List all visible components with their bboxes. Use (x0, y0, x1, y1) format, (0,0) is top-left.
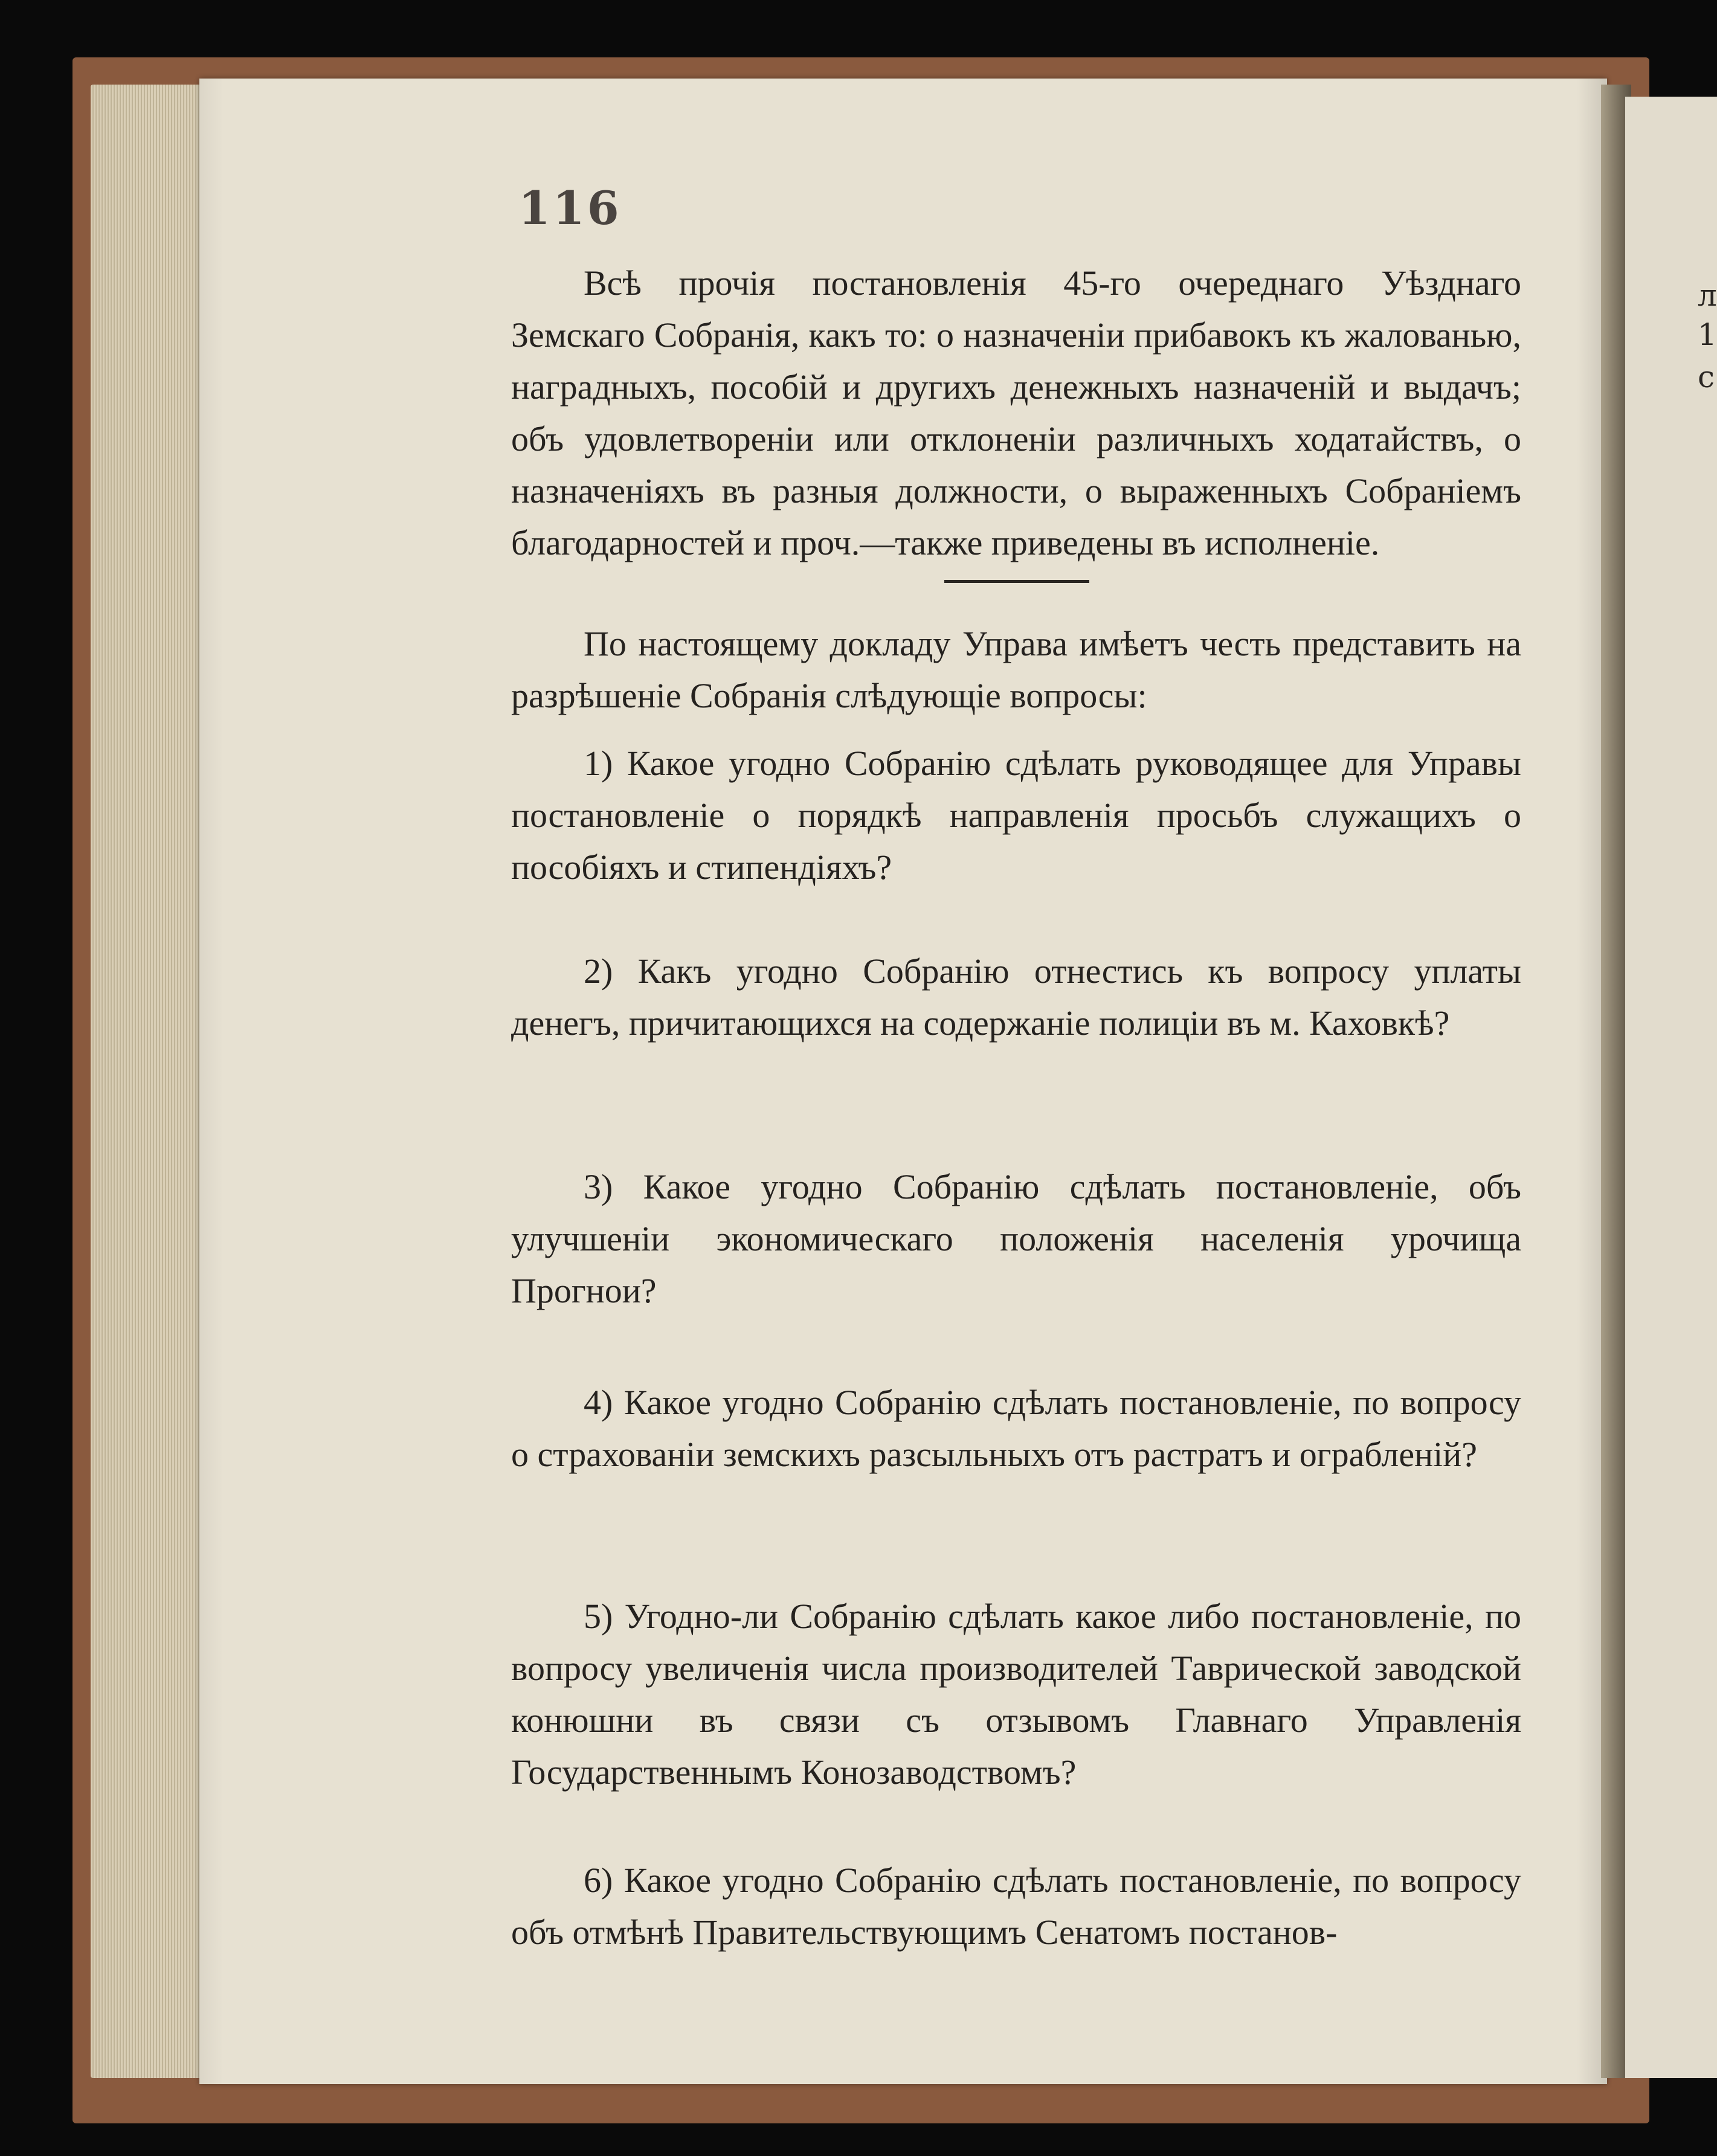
question-4 (511, 1377, 1521, 1481)
page-number: 116 (518, 181, 622, 235)
paragraph-lead (511, 618, 1521, 722)
next-page-fragment-2: 1 (1698, 317, 1717, 352)
paragraph-intro (511, 257, 1521, 569)
question-6 (511, 1855, 1521, 1958)
question-6-text: 6) Какое угодно Собранію сдѣлать постановленіе, по вопросу объ отмѣнѣ Правительствующимъ Сенатомъ постанов- (511, 1861, 1521, 1952)
question-1-text: 1) Какое угодно Собранію сдѣлать руководящее для Управы постановленіе о порядкѣ направленія просьбъ служащихъ о пособіяхъ и стипендіяхъ? (511, 744, 1521, 887)
question-2-text: 2) Какъ угодно Собранію отнестись къ вопросу уплаты денегъ, причитающихся на содержаніе полиціи въ м. Каховкѣ? (511, 951, 1521, 1043)
question-5 (511, 1591, 1521, 1798)
paragraph-lead-text: По настоящему докладу Управа имѣетъ честь представить на разрѣшеніе Собранія слѣдующіе вопросы: (511, 624, 1521, 715)
question-1 (511, 738, 1521, 893)
question-5-text: 5) Угодно-ли Собранію сдѣлать какое либо постановленіе, по вопросу увеличенія числа производителей Таврической заводской конюшни въ связи съ отзывомъ Главнаго Управленія Государственнымъ Конозаводствомъ? (511, 1597, 1521, 1792)
section-divider (944, 580, 1089, 583)
next-page-fragment-1: л (1698, 278, 1717, 313)
question-3 (511, 1161, 1521, 1317)
question-3-text: 3) Какое угодно Собранію сдѣлать постановленіе, объ улучшеніи экономическаго положенія населенія урочища Прогнои? (511, 1167, 1521, 1310)
next-page-fragment-3: с (1698, 359, 1715, 394)
paragraph-intro-text: Всѣ прочія постановленія 45-го очереднаго Уѣзднаго Земскаго Собранія, какъ то: о назначеніи прибавокъ къ жалованью, наградныхъ, пособій и другихъ денежныхъ назначеній и выдачъ; объ удовлетвореніи или отклоненіи различныхъ ходатайствъ, о назначеніяхъ въ разныя должности, о выраженныхъ Собраніемъ благодарностей и проч.—также приведены въ исполненіе. (511, 263, 1521, 562)
page-edges (91, 85, 211, 2078)
question-2 (511, 945, 1521, 1049)
question-4-text: 4) Какое угодно Собранію сдѣлать постановленіе, по вопросу о страхованіи земскихъ разсыльныхъ отъ растратъ и ограбленій? (511, 1383, 1521, 1474)
